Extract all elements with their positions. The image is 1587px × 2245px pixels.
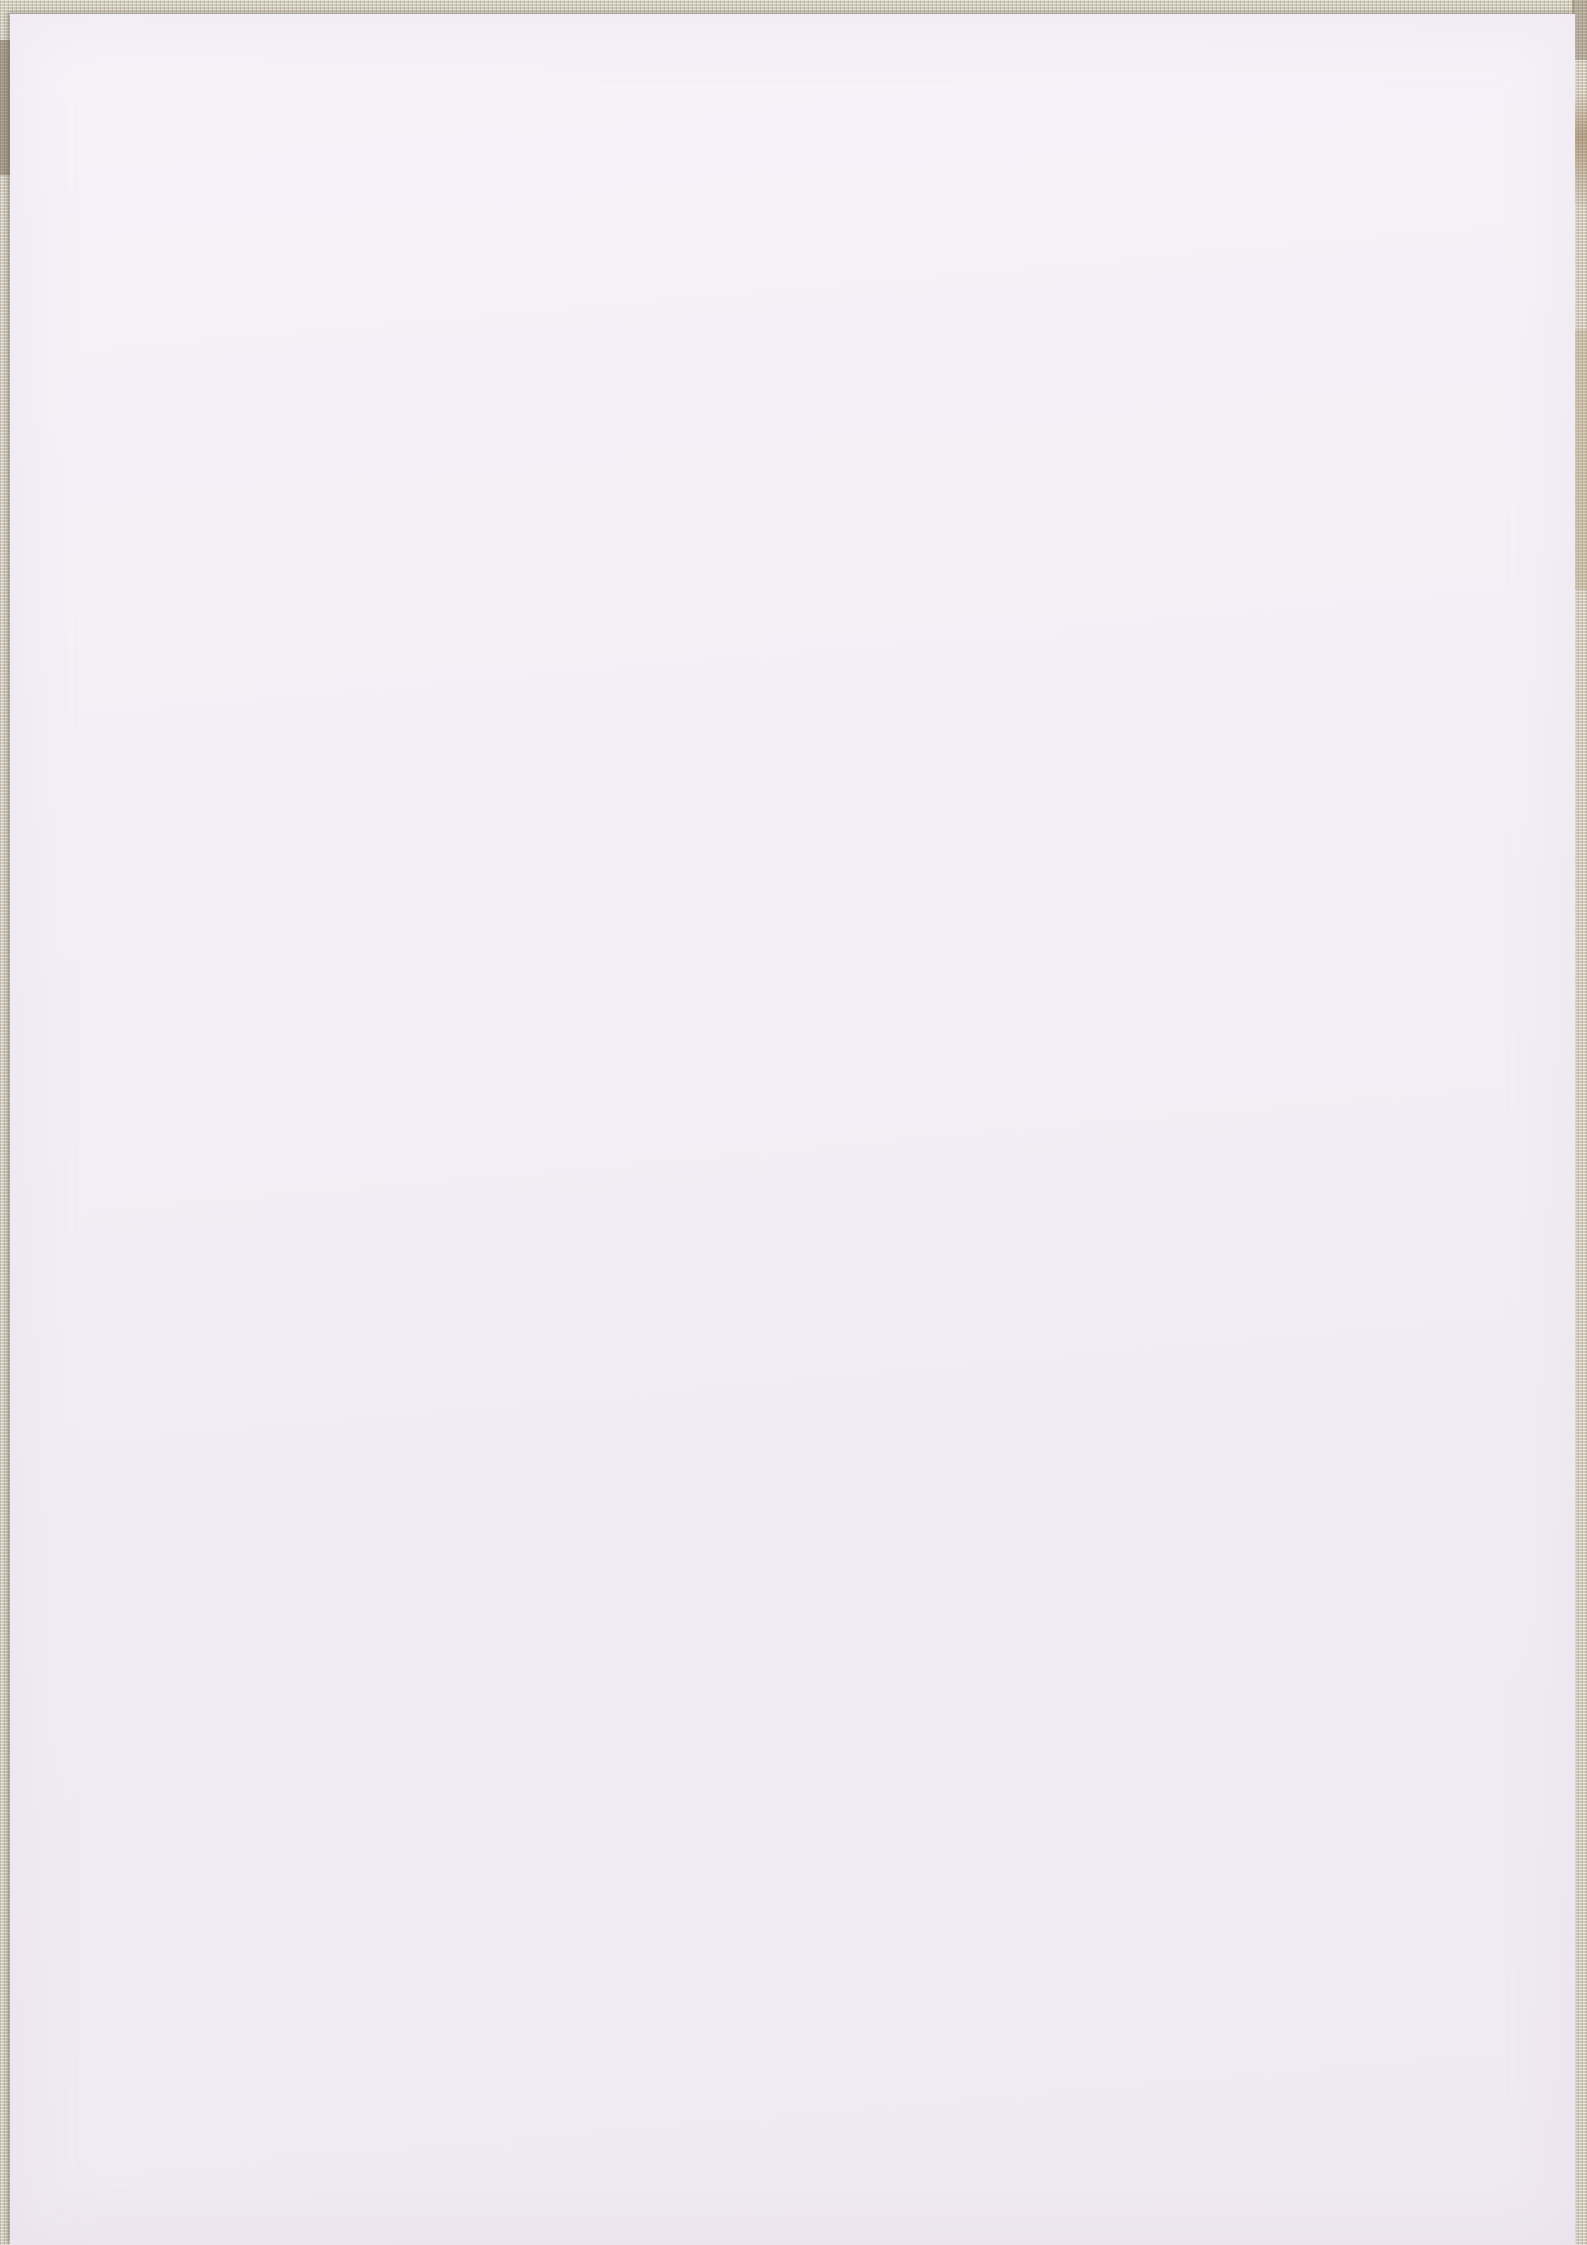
backdrop-right-shadow <box>1574 90 1587 205</box>
backdrop-right-shadow <box>1574 330 1587 590</box>
backdrop-right-shadow <box>1574 0 1587 60</box>
document-page <box>10 14 1575 2245</box>
